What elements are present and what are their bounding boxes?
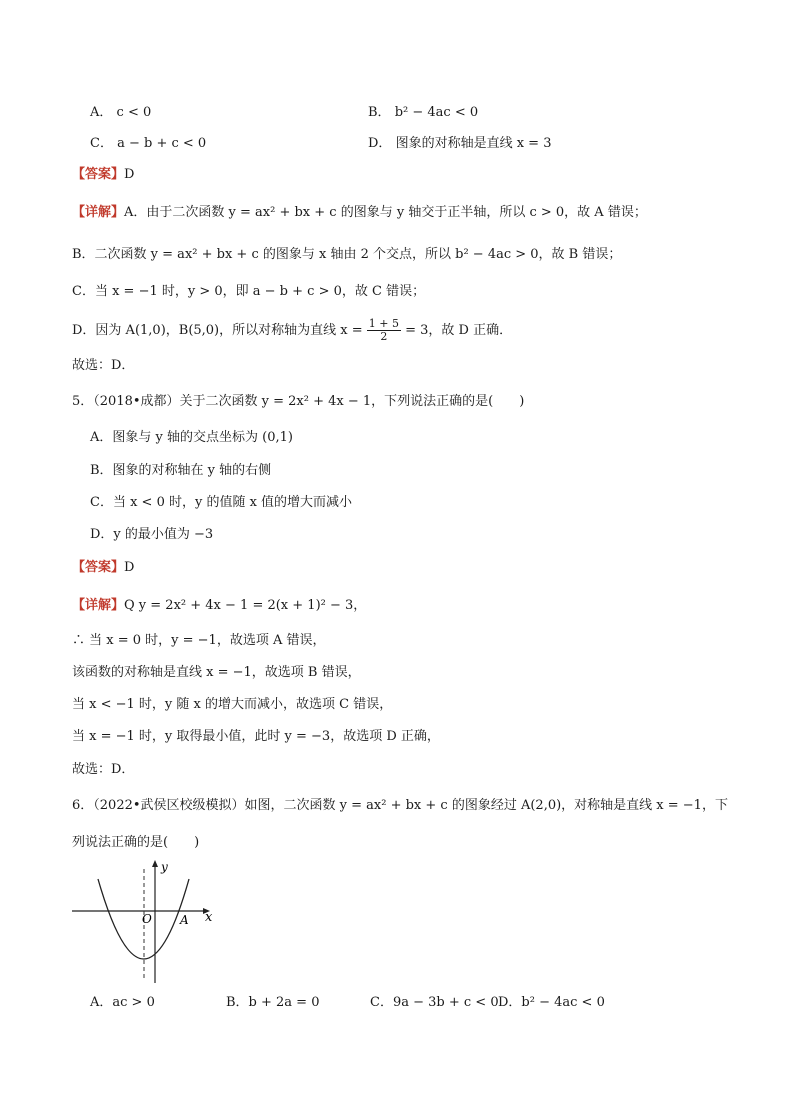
q4-option-d-text: 图象的对称轴是直线 x = 3 [395, 136, 552, 151]
q4-detail-line-4 [72, 318, 512, 343]
q5-detail-line-1 [72, 597, 366, 615]
q4-option-d-key: D． [368, 136, 392, 151]
q4-detail-text-1: A．由于二次函数 y = ax² + bx + c 的图象与 y 轴交于正半轴，所以 c > 0，故 A 错误； [124, 205, 647, 220]
q4-conclusion: 故选：D． [72, 358, 135, 373]
q6-parabola-figure [68, 855, 228, 985]
q4-option-c [90, 135, 206, 153]
q5-option-d: D．y 的最小值为 −3 [90, 527, 214, 542]
x-axis-label: x [205, 910, 213, 925]
q5-detail-line-5: 当 x = −1 时，y 取得最小值，此时 y = −3，故选项 D 正确， [72, 729, 440, 744]
q4-detail-line-3: C．当 x = −1 时，y > 0，即 a − b + c > 0，故 C 错误； [72, 284, 426, 299]
fraction-numerator: 1 + 5 [368, 317, 399, 330]
q5-detail-line-3: 该函数的对称轴是直线 x = −1，故选项 B 错误， [72, 665, 361, 680]
q4-option-a-text: c < 0 [116, 105, 152, 120]
q6-stem-line-1: 6．（2022•武侯区校级模拟）如图，二次函数 y = ax² + bx + c 的图象经过 A(2,0)，对称轴是直线 x = −1，下 [72, 798, 728, 813]
point-a-label: A [180, 913, 189, 927]
q4-option-d [368, 135, 551, 153]
origin-label: O [142, 912, 152, 926]
q4-detail-d-suffix: = 3，故 D 正确． [405, 323, 513, 338]
y-axis-label: y [161, 860, 168, 874]
q6-option-d: D．b² − 4ac < 0 [498, 995, 605, 1010]
q4-detail-line-1 [72, 204, 647, 222]
q6-stem-line-2: 列说法正确的是( ) [72, 835, 200, 850]
q4-detail-d-prefix: D．因为 A(1,0)，B(5,0)，所以对称轴为直线 x = [72, 323, 363, 338]
q4-answer-value: D [124, 167, 135, 182]
q4-option-a-key: A． [90, 105, 113, 120]
q5-answer-tag: 【答案】 [72, 560, 125, 575]
q5-answer-value: D [124, 560, 135, 575]
q5-option-c: C．当 x < 0 时，y 的值随 x 值的增大而减小 [90, 495, 353, 510]
q4-option-c-text: a − b + c < 0 [117, 136, 207, 151]
q4-option-b-key: B． [368, 105, 391, 120]
y-axis-arrow [152, 860, 158, 867]
q5-conclusion: 故选：D． [72, 762, 135, 777]
q5-answer [72, 559, 134, 577]
q5-stem: 5．（2018•成都）关于二次函数 y = 2x² + 4x − 1，下列说法正确的是( ) [72, 394, 525, 409]
q5-option-b: B．图象的对称轴在 y 轴的右侧 [90, 463, 272, 478]
q4-answer [72, 166, 134, 184]
q4-answer-tag: 【答案】 [72, 167, 125, 182]
q4-option-c-key: C． [90, 136, 113, 151]
q4-detail-line-2: B．二次函数 y = ax² + bx + c 的图象与 x 轴由 2 个交点，所以 b² − 4ac > 0，故 B 错误； [72, 247, 622, 262]
q4-option-b-text: b² − 4ac < 0 [394, 105, 479, 120]
fraction-denominator: 2 [380, 330, 388, 343]
q5-detail-text-1: Q y = 2x² + 4x − 1 = 2(x + 1)² − 3， [124, 598, 367, 613]
q6-option-b: B．b + 2a = 0 [226, 995, 320, 1010]
q4-detail-tag: 【详解】 [72, 205, 125, 220]
q5-option-a: A．图象与 y 轴的交点坐标为 (0,1) [90, 430, 293, 445]
q5-detail-line-4: 当 x < −1 时，y 随 x 的增大而减小，故选项 C 错误， [72, 697, 393, 712]
q6-option-c: C．9a − 3b + c < 0 [370, 995, 499, 1010]
q6-option-a: A．ac > 0 [90, 995, 155, 1010]
q5-detail-tag: 【详解】 [72, 598, 125, 613]
q4-option-b [368, 104, 478, 122]
q4-option-a [90, 104, 151, 122]
q5-detail-line-2: ∴ 当 x = 0 时，y = −1，故选项 A 错误， [72, 633, 326, 648]
q4-detail-fraction [367, 318, 401, 343]
